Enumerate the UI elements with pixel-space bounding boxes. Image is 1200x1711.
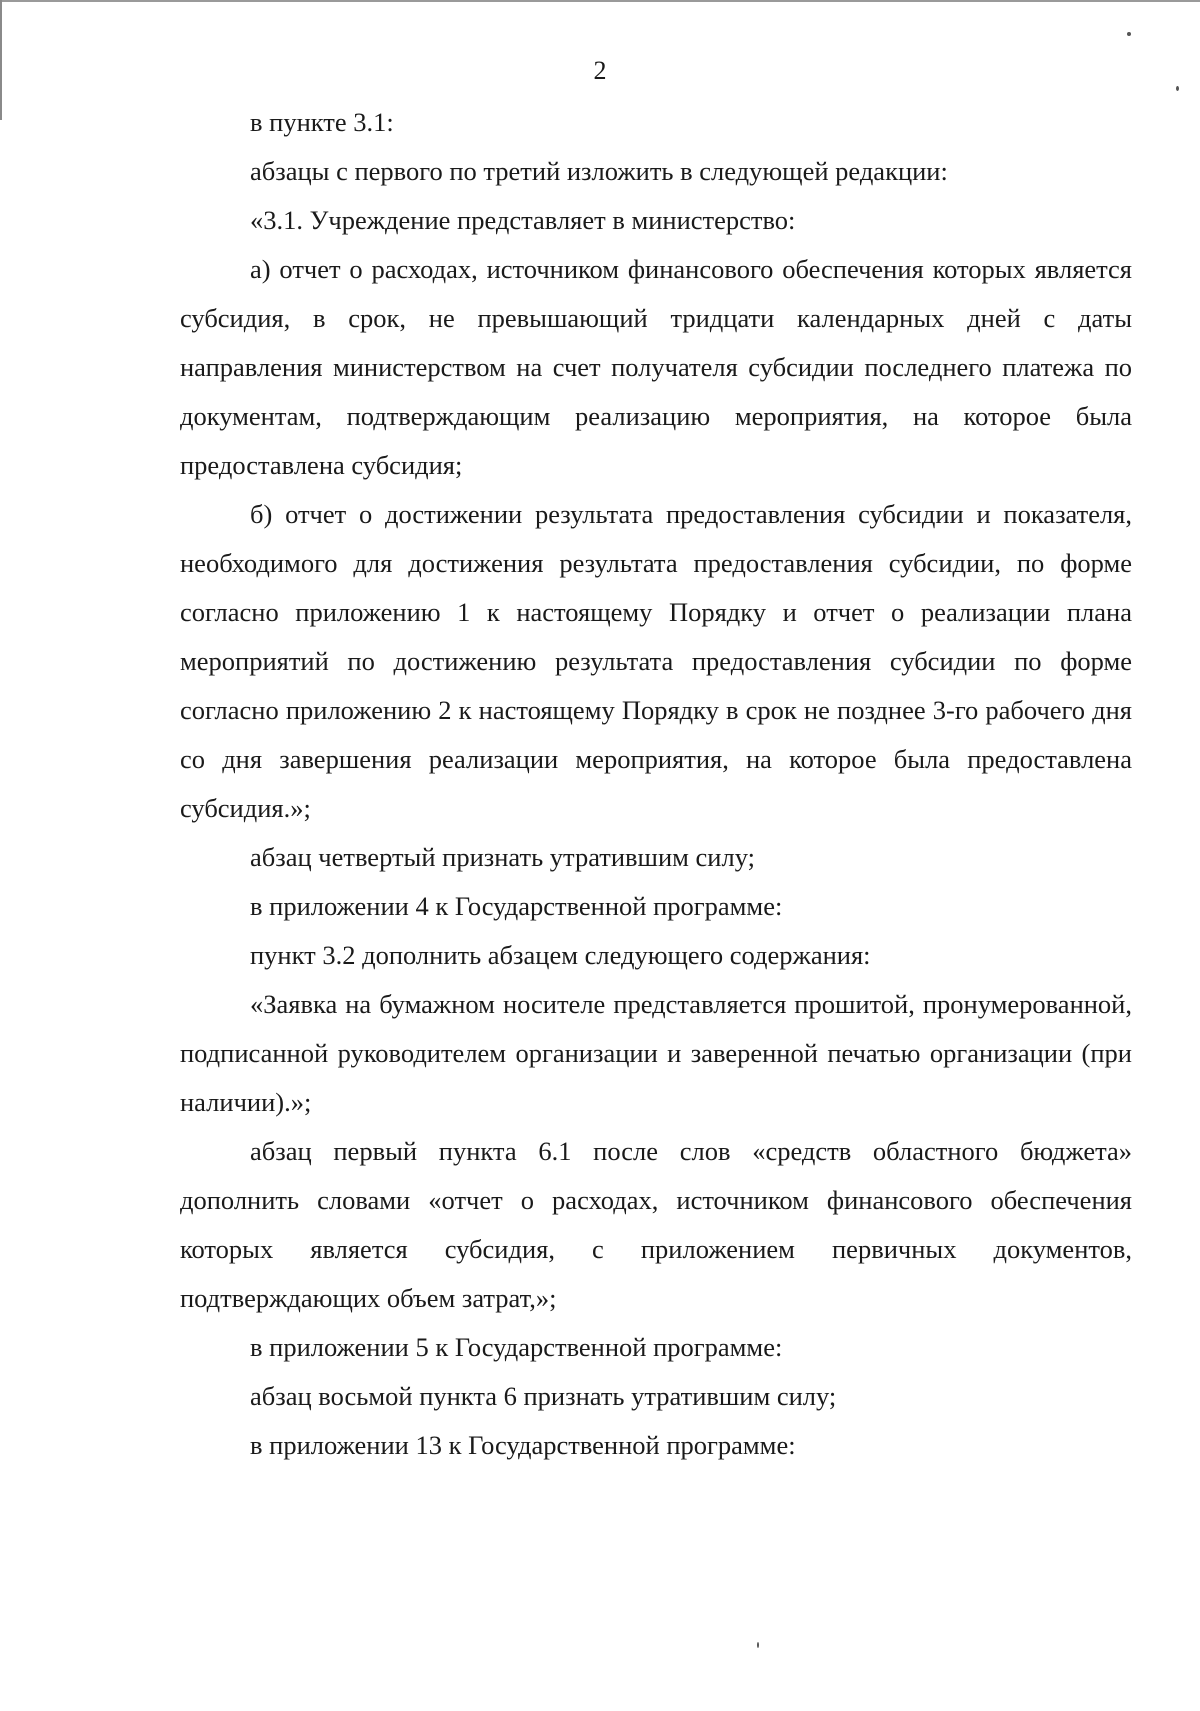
paragraph: «Заявка на бумажном носителе представляется прошитой, пронумерованной, подписанной руководителем организации и заверенной печатью организации (при наличии).»; xyxy=(180,989,1132,1117)
paragraph: «3.1. Учреждение представляет в министерство: xyxy=(250,205,796,235)
paragraph: б) отчет о достижении результата предоставления субсидии и показателя, необходимого для достижения результата предоставления субсидии, по форме согласно приложению 1 к настоящему Порядку и отчет о реализации плана мероприятий по достижению результата предоставления субсидии по форме согласно приложению 2 к настоящему Порядку в срок не позднее 3-го рабочего дня со дня завершения реализации мероприятия, на которое была предоставлена субсидия.»; xyxy=(180,499,1132,823)
scan-speck xyxy=(757,1642,759,1648)
scan-edge-top xyxy=(0,0,1200,2)
paragraph: а) отчет о расходах, источником финансового обеспечения которых является субсидия, в срок, не превышающий тридцати календарных дней с даты направления министерством на счет получателя субсидии последнего платежа по документам, подтверждающим реализацию мероприятия, на которое была предоставлена субсидия; xyxy=(180,254,1132,480)
scan-speck xyxy=(1127,32,1131,36)
paragraph: абзац первый пункта 6.1 после слов «средств областного бюджета» дополнить словами «отчет о расходах, источником финансового обеспечения которых является субсидия, с приложением первичных документов, подтверждающих объем затрат,»; xyxy=(180,1136,1132,1313)
document-body xyxy=(180,98,1132,1470)
paragraph: абзацы с первого по третий изложить в следующей редакции: xyxy=(250,156,948,186)
paragraph: в приложении 5 к Государственной программе: xyxy=(250,1332,783,1362)
paragraph: пункт 3.2 дополнить абзацем следующего содержания: xyxy=(250,940,871,970)
paragraph: в приложении 4 к Государственной программе: xyxy=(250,891,783,921)
page-number: 2 xyxy=(593,56,607,85)
scan-speck xyxy=(1176,86,1179,91)
paragraph: в пункте 3.1: xyxy=(250,107,394,137)
paragraph: абзац четвертый признать утратившим силу; xyxy=(250,842,755,872)
paragraph: абзац восьмой пункта 6 признать утратившим силу; xyxy=(250,1381,837,1411)
paragraph: в приложении 13 к Государственной программе: xyxy=(250,1430,796,1460)
